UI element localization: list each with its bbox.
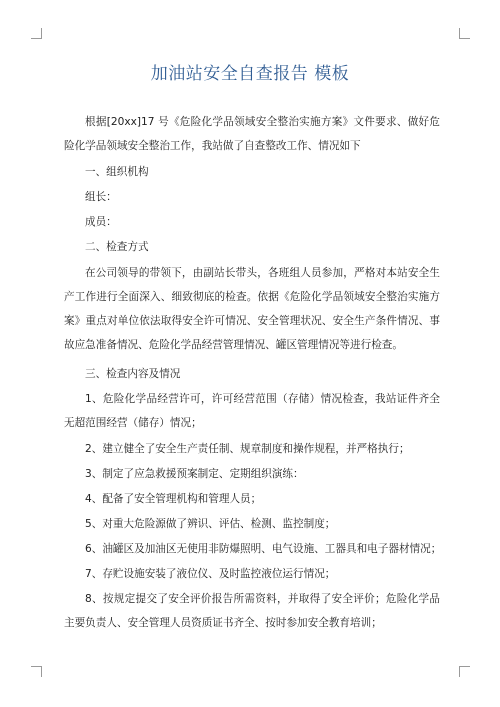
list-item: 7、存贮设施安装了液位仪、及时监控液位运行情况；: [85, 568, 336, 580]
list-item: 1、危险化学品经营许可，许可经营范围（存储）情况检查，我站证件齐全无超范围经营（储存）情况；: [64, 393, 440, 429]
crop-mark-bottom-left: [31, 666, 42, 677]
method-paragraph: 在公司领导的带领下，由副站长带头，各班组人员参加，严格对本站安全生产工作进行全面深入、细致彻底的检查。依据《危险化学品领域安全整治实施方案》重点对单位依法取得安全许可情况、安全管理状况、安全生产条件情况、事故应急准备情况、危险化学品经营管理情况、罐区管理情况等进行检查。: [64, 267, 440, 351]
leader-label: 组长：: [85, 191, 117, 203]
document-title: 加油站安全自查报告 模板: [150, 64, 350, 84]
list-item: 3、制定了应急救援预案制定、定期组织演练：: [85, 468, 304, 480]
members-label: 成员：: [85, 216, 117, 228]
list-item: 4、配备了安全管理机构和管理人员；: [85, 493, 262, 505]
list-item: 8、按规定提交了安全评价报告所需资料，并取得了安全评价；危险化学品主要负责人、安全管理人员资质证书齐全、按时参加安全教育培训；: [64, 593, 440, 629]
crop-mark-bottom-right: [459, 666, 470, 677]
list-item: 5、对重大危险源做了辨识、评估、检测、监控制度；: [85, 518, 336, 530]
list-item: 6、油罐区及加油区无使用非防爆照明、电气设施、工器具和电子器材情况；: [85, 543, 442, 555]
crop-mark-top-left: [31, 28, 42, 39]
intro-paragraph: 根据[20xx]17 号《危险化学品领域安全整治实施方案》文件要求、做好危险化学品领域安全整治工作，我站做了自查整改工作、情况如下: [64, 116, 440, 152]
section-heading-content: 三、检查内容及情况: [85, 368, 181, 380]
crop-mark-top-right: [459, 28, 470, 39]
section-heading-method: 二、检查方式: [85, 241, 149, 253]
list-item: 2、建立健全了安全生产责任制、规章制度和操作规程，并严格执行；: [85, 443, 410, 455]
section-heading-organization: 一、组织机构: [85, 166, 149, 178]
